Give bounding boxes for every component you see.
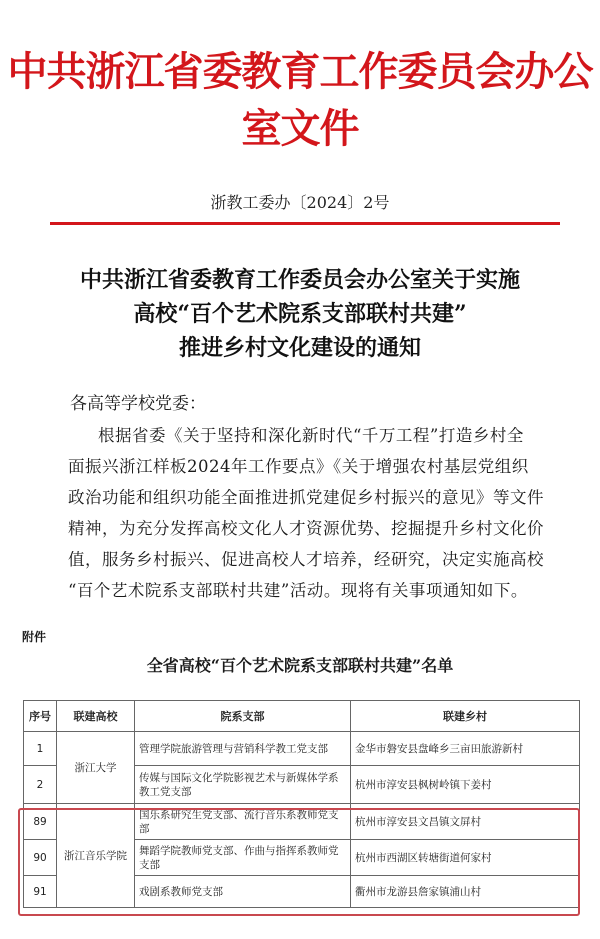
header-cell-school: 联建高校 [57,701,135,732]
header-cell-branch: 院系支部 [135,701,351,732]
document-header-title: 中共浙江省委教育工作委员会办公室文件 [7,49,593,152]
school-cell: 浙江大学 [57,732,135,804]
body-line-1: 根据省委《关于坚持和深化新时代“千万工程”打造乡村全 [98,426,524,445]
branch-cell: 戏剧系教师党支部 [135,876,351,908]
attachment-label: 附件 [22,630,47,644]
list-title: 全省高校“百个艺术院系支部联村共建”名单 [146,656,454,675]
header-cell-village: 联建乡村 [351,701,580,732]
body-line-2: 面振兴浙江样板2024年工作要点》《关于增强农村基层党组织 [68,457,529,476]
table-row [24,732,580,766]
row-number: 91 [24,876,57,908]
highlight-annotation-box [18,808,580,916]
document-number: 浙教工委办〔2024〕2号 [210,193,390,212]
row-number: 90 [24,840,57,876]
row-number: 89 [24,804,57,840]
row-number: 2 [24,766,57,804]
row-number: 1 [24,732,57,766]
village-cell: 衢州市龙游县詹家镇浦山村 [351,876,580,908]
notice-title-line-1: 中共浙江省委教育工作委员会办公室关于实施 [79,267,520,293]
branch-cell: 国乐系研究生党支部、流行音乐系教师党支部 [135,804,351,840]
salutation: 各高等学校党委： [70,394,206,414]
table-header-row [24,701,580,732]
village-cell: 杭州市淳安县文昌镇文屏村 [351,804,580,840]
body-line-5: 值，服务乡村振兴、促进高校人才培养，经研究，决定实施高校 [68,550,544,569]
village-cell: 金华市磐安县盘峰乡三亩田旅游新村 [351,732,580,766]
body-line-3: 政治功能和组织功能全面推进抓党建促乡村振兴的意见》等文件 [68,488,544,507]
notice-title-line-2: 高校“百个艺术院系支部联村共建” [133,301,467,327]
body-line-6: “百个艺术院系支部联村共建”活动。现将有关事项通知如下。 [68,581,528,600]
school-cell: 浙江音乐学院 [57,804,135,908]
branch-cell: 传媒与国际文化学院影视艺术与新媒体学系教工党支部 [135,766,351,804]
body-line-4: 精神，为充分发挥高校文化人才资源优势、挖掘提升乡村文化价 [68,519,544,538]
header-cell-number: 序号 [24,701,57,732]
red-divider-line [50,222,560,225]
notice-title-line-3: 推进乡村文化建设的通知 [178,335,421,361]
branch-cell: 管理学院旅游管理与营销科学教工党支部 [135,732,351,766]
branch-cell: 舞蹈学院教师党支部、作曲与指挥系教师党支部 [135,840,351,876]
village-cell: 杭州市淳安县枫树岭镇下姜村 [351,766,580,804]
village-cell: 杭州市西湖区转塘街道何家村 [351,840,580,876]
